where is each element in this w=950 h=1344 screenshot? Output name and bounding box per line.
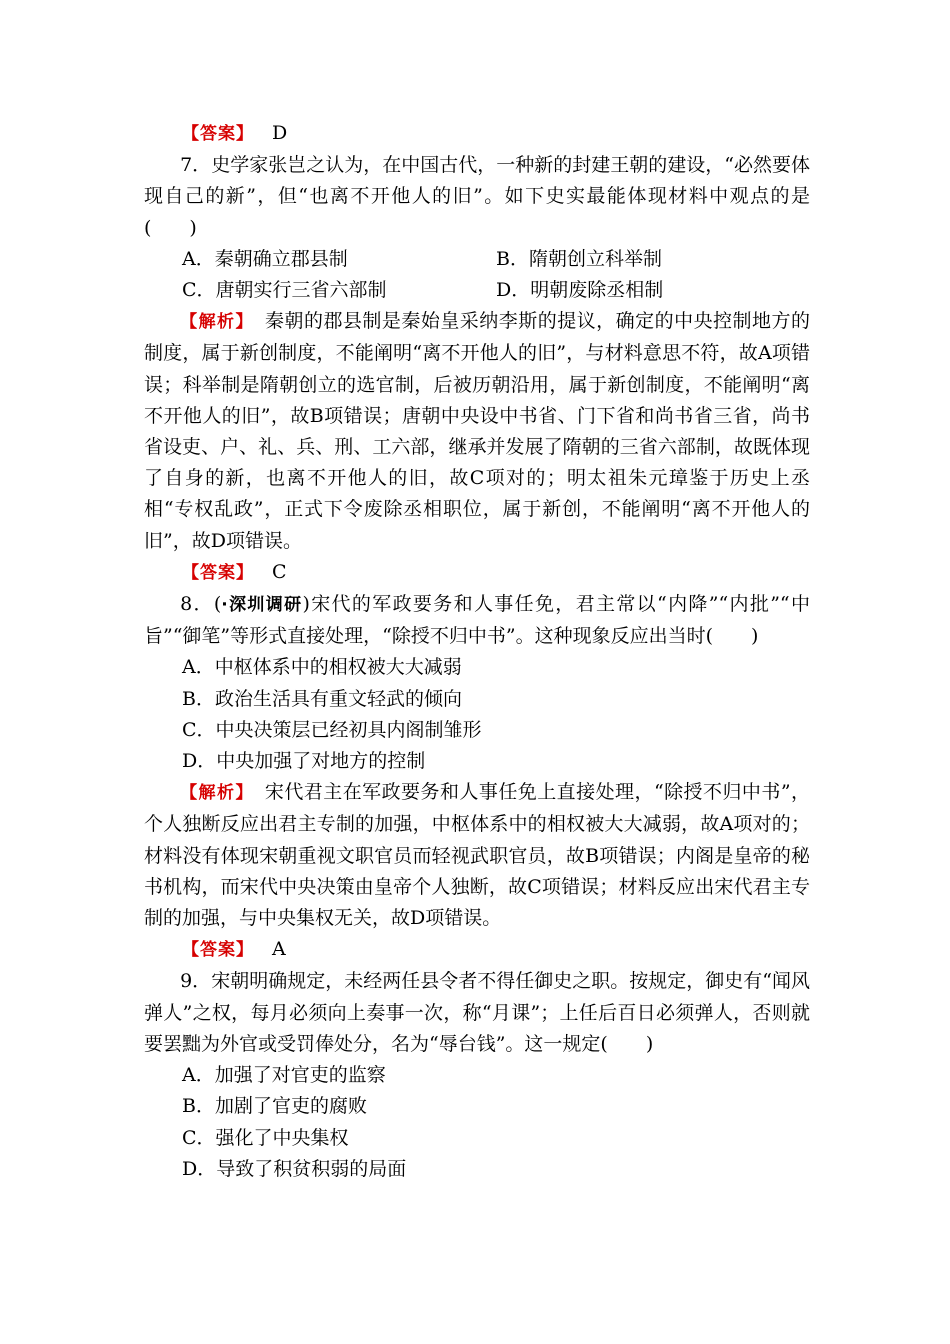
option-d: D．明朝废除丞相制 <box>496 279 664 302</box>
option-d: D．中央加强了对地方的控制 <box>182 750 426 773</box>
answer-tag: 【答案】 <box>182 124 254 144</box>
question-8-stem <box>144 589 810 652</box>
answer-value: D <box>272 122 288 144</box>
option-d: D．导致了积贫积弱的局面 <box>182 1157 407 1180</box>
question-source: ·深圳调研 <box>221 595 303 616</box>
option-a: A．中枢体系中的相权被大大减弱 <box>182 656 462 679</box>
option-b: B．政治生活具有重文轻武的倾向 <box>182 687 462 710</box>
answer-line-q6 <box>144 118 810 150</box>
answer-tag: 【答案】 <box>182 940 254 961</box>
analysis-tag: 【解析】 <box>180 312 246 333</box>
question-9-stem: 9．宋朝明确规定，未经两任县令者不得任御史之职。按规定，御史有“闻风弹人”之权，每月必须向上奏事一次，称“月课”；上任后百日必须弹人，否则就要罢黜为外官或受罚俸处分，名为“辱台钱”。这一规定( ) <box>144 970 810 1055</box>
analysis-text: 宋代君主在军政要务和人事任免上直接处理，“除授不归中书”，个人独断反应出君主专制的加强，中枢体系中的相权被大大减弱，故A项对的；材料没有体现宋朝重视文职官员而轻视武职官员，故B项错误；内阁是皇帝的秘书机构，而宋代中央决策由皇帝个人独断，故C项错误；材料反应出宋代君主专制的加强，与中央集权无关，故D项错误。 <box>144 781 810 930</box>
option-a: A．秦朝确立郡县制 <box>182 247 348 270</box>
question-7-stem: 7．史学家张岂之认为，在中国古代，一种新的封建王朝的建设，“必然要体现自己的新”，但“也离不开他人的旧”。如下史实最能体现材料中观点的是( ) <box>144 154 810 239</box>
answer-line-q7 <box>144 557 810 589</box>
option-b: B．加剧了官吏的腐败 <box>182 1095 367 1118</box>
question-number: 8．( <box>180 593 222 616</box>
option-c: C．唐朝实行三省六部制 <box>182 279 387 302</box>
question-text: )宋代的军政要务和人事任免，君主常以“内降”“内批”“中旨”“御笔”等形式直接处理，“除授不归中书”。这种现象反应出当时( ) <box>144 593 810 648</box>
question-7-analysis <box>144 306 810 557</box>
option-c: C．中央决策层已经初具内阁制雏形 <box>182 718 482 741</box>
option-b: B．隋朝创立科举制 <box>496 247 662 270</box>
analysis-text: 秦朝的郡县制是秦始皇采纳李斯的提议，确定的中央控制地方的制度，属于新创制度，不能阐明“离不开他人的旧”，与材料意思不符，故A项错误；科举制是隋朝创立的选官制，后被历朝沿用，属于新创制度，不能阐明“离不开他人的旧”，故B项错误；唐朝中央设中书省、门下省和尚书省三省，尚书省设吏、户、礼、兵、刑、工六部，继承并发展了隋朝的三省六部制，故既体现了自身的新，也离不开他人的旧，故C项对的；明太祖朱元璋鉴于历史上丞相“专权乱政”，正式下令废除丞相职位，属于新创，不能阐明“离不开他人的旧”，故D项错误。 <box>144 310 810 552</box>
document-page <box>144 118 810 1185</box>
answer-tag: 【答案】 <box>182 562 254 583</box>
question-7-options-row-2 <box>144 275 810 306</box>
answer-line-q8 <box>144 934 810 966</box>
answer-value: C <box>272 560 287 583</box>
analysis-tag: 【解析】 <box>180 783 246 804</box>
answer-value: A <box>272 938 286 961</box>
question-8-analysis <box>144 777 810 934</box>
question-7-options-row-1 <box>144 244 810 275</box>
option-a: A．加强了对官吏的监察 <box>182 1064 386 1087</box>
option-c: C．强化了中央集权 <box>182 1126 349 1149</box>
